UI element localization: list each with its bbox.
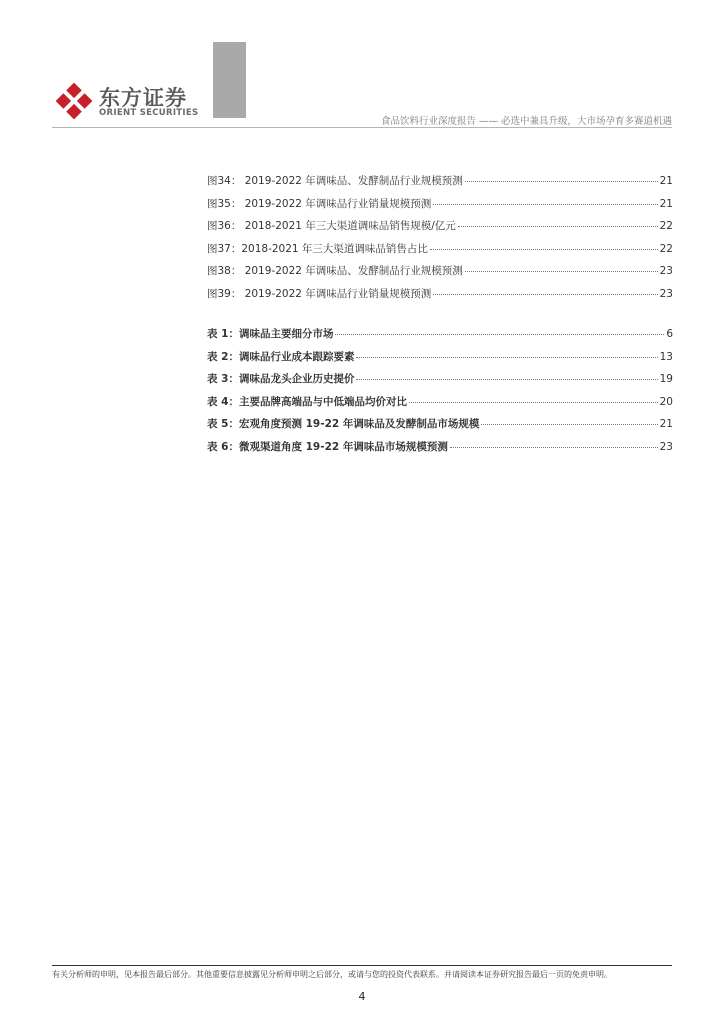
orient-securities-logo — [53, 80, 203, 122]
toc-entry-label: 表 3：调味品龙头企业历史提价 — [207, 373, 355, 385]
toc-entry-label: 表 4：主要品牌高端品与中低端品均价对比 — [207, 395, 407, 408]
footer-divider — [52, 965, 672, 966]
toc-entry-page: 23 — [659, 265, 673, 277]
dot-leader — [335, 326, 664, 335]
toc-entry-figure[interactable] — [207, 286, 673, 309]
dot-leader — [356, 349, 657, 358]
toc-entry-table[interactable] — [207, 416, 673, 439]
header-accent-bar — [213, 42, 246, 118]
dot-leader — [433, 286, 657, 295]
dot-leader — [450, 439, 658, 448]
footer-disclaimer: 有关分析师的申明，见本报告最后部分。其他重要信息披露见分析师申明之后部分，或请与您的投资代表联系。并请阅读本证券研究报告最后一页的免责申明。 — [52, 970, 612, 979]
toc-entry-label: 图35： 2019-2022 年调味品行业销量规模预测 — [207, 197, 432, 210]
header-divider — [52, 127, 672, 128]
toc-entry-figure[interactable] — [207, 241, 673, 264]
toc-entry-page: 22 — [659, 220, 673, 232]
toc-entry-label: 表 6：微观渠道角度 19-22 年调味品市场规模预测 — [207, 440, 448, 453]
toc-entry-label: 图36： 2018-2021 年三大渠道调味品销售规模/亿元 — [207, 220, 456, 232]
logo-english-name: ORIENT SECURITIES — [99, 108, 199, 118]
toc-entry-figure[interactable] — [207, 263, 673, 286]
dot-leader — [458, 218, 658, 227]
toc-entry-label: 图39： 2019-2022 年调味品行业销量规模预测 — [207, 287, 432, 300]
toc-entry-page: 21 — [659, 175, 673, 187]
toc-entry-label: 表 5：宏观角度预测 19-22 年调味品及发酵制品市场规模 — [207, 418, 480, 430]
figure-list — [207, 173, 673, 308]
table-list — [207, 326, 673, 461]
toc-entry-page: 21 — [659, 418, 673, 430]
toc-entry-label: 图37：2018-2021 年三大渠道调味品销售占比 — [207, 242, 428, 255]
dot-leader — [433, 196, 657, 205]
dot-leader — [356, 371, 657, 380]
report-title: 食品饮料行业深度报告 —— 必选中兼具升级，大市场孕育多赛道机遇 — [380, 116, 672, 127]
toc-entry-label: 图34： 2019-2022 年调味品、发酵制品行业规模预测 — [207, 175, 463, 187]
toc-entry-table[interactable] — [207, 439, 673, 462]
toc-entry-table[interactable] — [207, 371, 673, 394]
dot-leader — [409, 394, 658, 403]
toc-entry-page: 21 — [659, 197, 673, 210]
toc-entry-table[interactable] — [207, 394, 673, 417]
toc-entry-page: 6 — [666, 328, 673, 340]
toc-entry-page: 23 — [659, 440, 673, 453]
page-number: 4 — [358, 990, 366, 1003]
dot-leader — [465, 263, 658, 272]
toc-entry-page: 13 — [659, 350, 673, 363]
toc-entry-figure[interactable] — [207, 196, 673, 219]
logo-mark-icon — [53, 80, 95, 122]
toc-entry-page: 23 — [659, 287, 673, 300]
toc-entry-figure[interactable] — [207, 218, 673, 241]
toc-entry-label: 图38： 2019-2022 年调味品、发酵制品行业规模预测 — [207, 265, 463, 277]
dot-leader — [481, 416, 657, 425]
toc-entry-label: 表 1：调味品主要细分市场 — [207, 328, 334, 340]
toc-entry-page: 20 — [659, 395, 673, 408]
toc-entry-page: 22 — [659, 242, 673, 255]
toc-entry-table[interactable] — [207, 349, 673, 372]
toc-entry-label: 表 2：调味品行业成本跟踪要素 — [207, 350, 355, 363]
toc-entry-page: 19 — [659, 373, 673, 385]
toc-entry-table[interactable] — [207, 326, 673, 349]
dot-leader — [465, 173, 658, 182]
dot-leader — [430, 241, 658, 250]
toc-entry-figure[interactable] — [207, 173, 673, 196]
logo-chinese-name: 东方证券 — [99, 86, 187, 110]
